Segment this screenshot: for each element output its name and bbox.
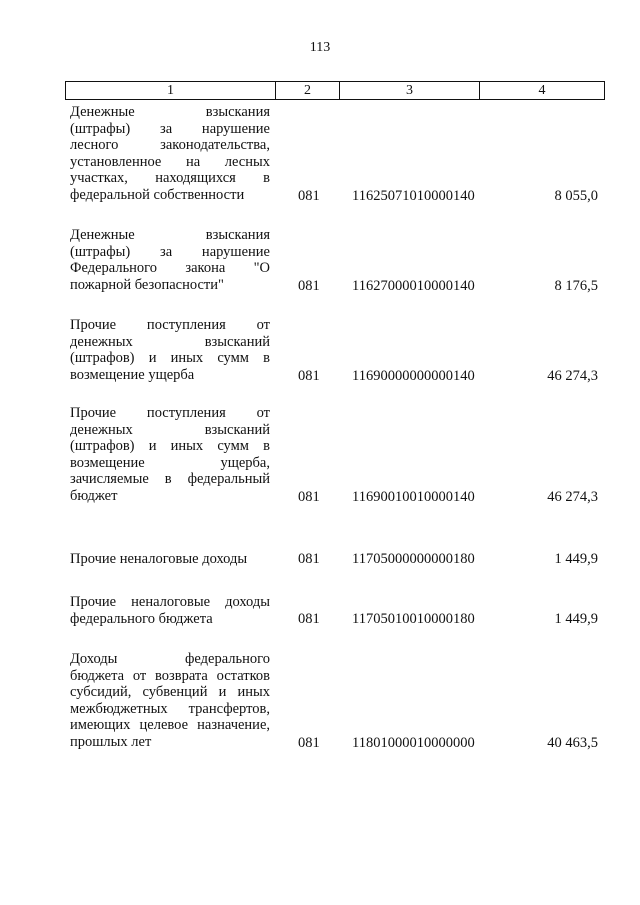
- budget-classification-code: 11627000010000140: [352, 278, 475, 295]
- description-line: прошлых лет: [70, 733, 152, 750]
- description-line: федерального бюджета: [70, 610, 213, 627]
- admin-code: 081: [298, 188, 320, 205]
- table-row: [0, 551, 640, 568]
- page-number: 113: [309, 40, 331, 55]
- description-line: (штрафов) и иных сумм в: [70, 438, 270, 455]
- table-row: [0, 317, 640, 385]
- header-col-2: 2: [276, 82, 340, 99]
- admin-code: 081: [298, 611, 320, 628]
- amount: 46 274,3: [547, 368, 598, 385]
- amount: 40 463,5: [547, 735, 598, 752]
- amount: 1 449,9: [554, 611, 598, 628]
- amount: 8 176,5: [554, 278, 598, 295]
- budget-classification-code: 11690000000000140: [352, 368, 475, 385]
- row-description: [70, 104, 270, 204]
- table-header-row: [65, 81, 605, 100]
- admin-code: 081: [298, 551, 320, 568]
- header-col-3: 3: [340, 82, 480, 99]
- budget-classification-code: 11690010010000140: [352, 489, 475, 506]
- header-col-4: 4: [538, 83, 546, 98]
- description-line: лесного законодательства,: [70, 137, 270, 154]
- table-row: [0, 104, 640, 205]
- row-description: [70, 405, 270, 505]
- row-description: [70, 594, 270, 627]
- budget-classification-code: 11705000000000180: [352, 551, 475, 568]
- budget-classification-code: 11705010010000180: [352, 611, 475, 628]
- description-line: (штрафы) за нарушение: [70, 120, 270, 137]
- amount: 1 449,9: [554, 551, 598, 568]
- description-line: Доходы федерального: [70, 651, 270, 667]
- description-line: Прочие неналоговые доходы: [70, 594, 270, 610]
- description-line: Прочие поступления от: [70, 405, 270, 421]
- description-line: субсидий, субвенций и иных: [70, 684, 270, 701]
- admin-code: 081: [298, 368, 320, 385]
- description-line: зачисляемые в федеральный: [70, 471, 270, 488]
- description-line: (штрафы) за нарушение: [70, 243, 270, 260]
- admin-code: 081: [298, 735, 320, 752]
- description-line: межбюджетных трансфертов,: [70, 700, 270, 717]
- description-line: бюджет: [70, 487, 118, 504]
- description-line: (штрафов) и иных сумм в: [70, 350, 270, 367]
- description-line: Денежные взыскания: [70, 227, 270, 243]
- budget-classification-code: 11801000010000000: [352, 735, 475, 752]
- budget-classification-code: 11625071010000140: [352, 188, 475, 205]
- description-line: возмещение ущерба: [70, 366, 195, 383]
- description-line: федеральной собственности: [70, 186, 245, 203]
- description-line: денежных взысканий: [70, 421, 270, 438]
- amount: 8 055,0: [554, 188, 598, 205]
- description-line: участках, находящихся в: [70, 170, 270, 187]
- row-description: [70, 227, 270, 293]
- description-line: Денежные взыскания: [70, 104, 270, 120]
- admin-code: 081: [298, 278, 320, 295]
- row-description: [70, 551, 270, 568]
- table-row: [0, 594, 640, 628]
- amount: 46 274,3: [547, 489, 598, 506]
- row-description: [70, 317, 270, 383]
- description-line: бюджета от возврата остатков: [70, 667, 270, 684]
- description-line: возмещение ущерба,: [70, 454, 270, 471]
- admin-code: 081: [298, 489, 320, 506]
- description-line: имеющих целевое назначение,: [70, 717, 270, 734]
- table-row: [0, 227, 640, 295]
- row-description: [70, 651, 270, 751]
- description-line: пожарной безопасности": [70, 276, 224, 293]
- table-row: [0, 651, 640, 752]
- description-line: денежных взысканий: [70, 333, 270, 350]
- header-col-1: 1: [66, 82, 276, 99]
- description-line: Федерального закона "О: [70, 260, 270, 277]
- description-line: Прочие неналоговые доходы: [70, 551, 248, 567]
- description-line: Прочие поступления от: [70, 317, 270, 333]
- description-line: установленное на лесных: [70, 153, 270, 170]
- table-row: [0, 405, 640, 506]
